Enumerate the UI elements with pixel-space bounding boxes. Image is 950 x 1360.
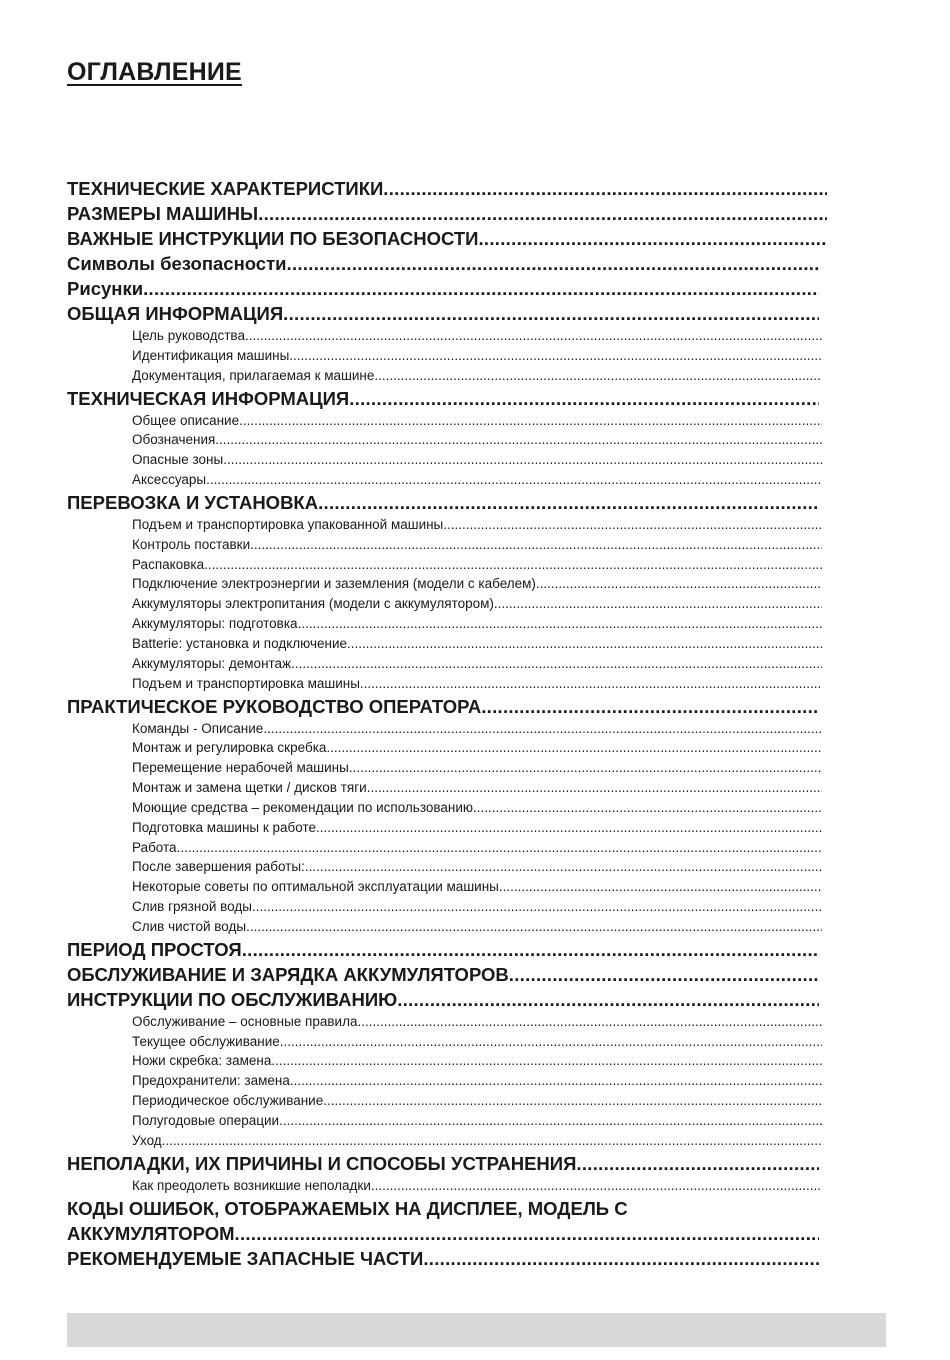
toc-section-battery-maintenance[interactable]: ОБСЛУЖИВАНИЕ И ЗАРЯДКА АККУМУЛЯТОРОВ ..... bbox=[67, 962, 819, 987]
toc-item[interactable]: Слив чистой воды ..... bbox=[67, 917, 822, 937]
toc-leader-dots bbox=[443, 515, 822, 535]
toc-leader-dots bbox=[323, 1091, 822, 1111]
toc-leader-dots bbox=[509, 962, 819, 987]
toc-leader-dots bbox=[576, 1151, 819, 1176]
toc-section-general-info[interactable]: ОБЩАЯ ИНФОРМАЦИЯ ..... bbox=[67, 301, 819, 326]
toc-item[interactable]: Подъем и транспортировка машины ..... bbox=[67, 674, 822, 694]
toc-leader-dots bbox=[258, 201, 827, 226]
toc-item[interactable]: Моющие средства – рекомендации по использованию ..... bbox=[67, 798, 822, 818]
toc-item[interactable]: После завершения работы: ..... bbox=[67, 857, 822, 877]
toc-section-safety-instructions[interactable]: ВАЖНЫЕ ИНСТРУКЦИИ ПО БЕЗОПАСНОСТИ ..... bbox=[67, 226, 827, 251]
toc-leader-dots bbox=[305, 857, 822, 877]
toc-section-downtime[interactable]: ПЕРИОД ПРОСТОЯ ..... bbox=[67, 937, 819, 962]
toc-section-transport-installation[interactable]: ПЕРЕВОЗКА И УСТАНОВКА ..... bbox=[67, 490, 819, 515]
toc-leader-dots bbox=[279, 1111, 822, 1131]
toc-leader-dots bbox=[250, 535, 822, 555]
toc-leader-dots bbox=[536, 574, 822, 594]
toc-leader-dots bbox=[246, 917, 822, 937]
toc-leader-dots bbox=[349, 758, 822, 778]
toc-leader-dots bbox=[481, 694, 819, 719]
toc-section-error-codes-line1[interactable]: КОДЫ ОШИБОК, ОТОБРАЖАЕМЫХ НА ДИСПЛЕЕ, МОДЕЛЬ С bbox=[67, 1197, 628, 1219]
toc-section-technical-specs[interactable]: ТЕХНИЧЕСКИЕ ХАРАКТЕРИСТИКИ ..... bbox=[67, 176, 827, 201]
toc-item[interactable]: Аксессуары ..... bbox=[67, 470, 822, 490]
toc-leader-dots bbox=[473, 798, 822, 818]
table-of-contents bbox=[67, 176, 827, 1271]
toc-leader-dots bbox=[478, 226, 827, 251]
toc-leader-dots bbox=[357, 1012, 822, 1032]
toc-leader-dots bbox=[397, 987, 819, 1012]
toc-leader-dots bbox=[298, 614, 822, 634]
page-title: ОГЛАВЛЕНИЕ bbox=[67, 58, 242, 86]
toc-item[interactable]: Команды - Описание ..... bbox=[67, 719, 822, 739]
toc-leader-dots bbox=[162, 1131, 822, 1151]
toc-leader-dots bbox=[374, 366, 822, 386]
toc-leader-dots bbox=[290, 1071, 822, 1091]
toc-section-troubleshooting[interactable]: НЕПОЛАДКИ, ИХ ПРИЧИНЫ И СПОСОБЫ УСТРАНЕНИЯ ..... bbox=[67, 1151, 819, 1176]
toc-leader-dots bbox=[245, 326, 822, 346]
toc-leader-dots bbox=[499, 877, 822, 897]
toc-section-error-codes-line2[interactable]: АККУМУЛЯТОРОМ ..... bbox=[67, 1221, 819, 1246]
toc-leader-dots bbox=[242, 937, 819, 962]
toc-item[interactable]: Полугодовые операции ..... bbox=[67, 1111, 822, 1131]
toc-leader-dots bbox=[367, 778, 822, 798]
toc-leader-dots bbox=[383, 176, 827, 201]
toc-section-safety-symbols[interactable]: Символы безопасности ..... bbox=[67, 251, 819, 276]
toc-item[interactable]: Подключение электроэнергии и заземления (модели с кабелем) ..... bbox=[67, 574, 822, 594]
toc-leader-dots bbox=[360, 674, 822, 694]
toc-item[interactable]: Аккумуляторы: демонтаж ..... bbox=[67, 654, 822, 674]
toc-item[interactable]: Опасные зоны ..... bbox=[67, 450, 822, 470]
toc-leader-dots bbox=[423, 1246, 819, 1271]
toc-leader-dots bbox=[318, 490, 819, 515]
toc-item[interactable]: Аккумуляторы: подготовка ..... bbox=[67, 614, 822, 634]
toc-section-figures[interactable]: Рисунки ..... bbox=[67, 276, 819, 301]
toc-leader-dots bbox=[287, 251, 819, 276]
toc-leader-dots bbox=[215, 430, 822, 450]
toc-leader-dots bbox=[206, 470, 822, 490]
toc-item[interactable]: Обозначения ..... bbox=[67, 430, 822, 450]
toc-leader-dots bbox=[371, 1176, 822, 1196]
toc-item[interactable]: Подготовка машины к работе ..... bbox=[67, 818, 822, 838]
toc-leader-dots bbox=[235, 1221, 819, 1246]
toc-leader-dots bbox=[347, 634, 822, 654]
toc-item[interactable]: Документация, прилагаемая к машине ..... bbox=[67, 366, 822, 386]
toc-item[interactable]: Batterie: установка и подключение ..... bbox=[67, 634, 822, 654]
toc-leader-dots bbox=[326, 738, 822, 758]
toc-item[interactable]: Работа ..... bbox=[67, 838, 822, 858]
toc-leader-dots bbox=[271, 1051, 822, 1071]
toc-leader-dots bbox=[204, 555, 822, 575]
toc-leader-dots bbox=[252, 897, 822, 917]
footer-bar bbox=[67, 1313, 886, 1347]
toc-item[interactable]: Ножи скребка: замена ..... bbox=[67, 1051, 822, 1071]
toc-item[interactable]: Аккумуляторы электропитания (модели с аккумулятором) ..... bbox=[67, 594, 822, 614]
toc-item[interactable]: Текущее обслуживание ..... bbox=[67, 1032, 822, 1052]
toc-leader-dots bbox=[223, 450, 822, 470]
toc-item[interactable]: Монтаж и регулировка скребка ..... bbox=[67, 738, 822, 758]
toc-item[interactable]: Как преодолеть возникшие неполадки ..... bbox=[67, 1176, 822, 1196]
toc-item[interactable]: Уход ..... bbox=[67, 1131, 822, 1151]
toc-leader-dots bbox=[177, 838, 822, 858]
toc-leader-dots bbox=[289, 346, 822, 366]
toc-item[interactable]: Перемещение нерабочей машины ..... bbox=[67, 758, 822, 778]
toc-item[interactable]: Идентификация машины ..... bbox=[67, 346, 822, 366]
toc-leader-dots bbox=[349, 386, 819, 411]
toc-leader-dots bbox=[143, 276, 819, 301]
toc-section-machine-dimensions[interactable]: РАЗМЕРЫ МАШИНЫ ..... bbox=[67, 201, 827, 226]
toc-item[interactable]: Общее описание ..... bbox=[67, 411, 822, 431]
toc-leader-dots bbox=[239, 411, 822, 431]
toc-item[interactable]: Контроль поставки ..... bbox=[67, 535, 822, 555]
toc-section-operator-guide[interactable]: ПРАКТИЧЕСКОЕ РУКОВОДСТВО ОПЕРАТОРА ..... bbox=[67, 694, 819, 719]
toc-leader-dots bbox=[283, 301, 819, 326]
toc-section-technical-info[interactable]: ТЕХНИЧЕСКАЯ ИНФОРМАЦИЯ ..... bbox=[67, 386, 819, 411]
toc-leader-dots bbox=[316, 818, 822, 838]
toc-section-spare-parts[interactable]: РЕКОМЕНДУЕМЫЕ ЗАПАСНЫЕ ЧАСТИ ..... bbox=[67, 1246, 819, 1271]
toc-item[interactable]: Некоторые советы по оптимальной эксплуатации машины ..... bbox=[67, 877, 822, 897]
toc-item[interactable]: Цель руководства ..... bbox=[67, 326, 822, 346]
toc-leader-dots bbox=[291, 654, 822, 674]
toc-leader-dots bbox=[494, 594, 822, 614]
toc-item[interactable]: Периодическое обслуживание ..... bbox=[67, 1091, 822, 1111]
toc-leader-dots bbox=[263, 719, 822, 739]
toc-section-maintenance-instructions[interactable]: ИНСТРУКЦИИ ПО ОБСЛУЖИВАНИЮ ..... bbox=[67, 987, 819, 1012]
toc-item[interactable]: Обслуживание – основные правила ..... bbox=[67, 1012, 822, 1032]
toc-item[interactable]: Слив грязной воды ..... bbox=[67, 897, 822, 917]
toc-leader-dots bbox=[280, 1032, 822, 1052]
toc-item[interactable]: Распаковка ..... bbox=[67, 555, 822, 575]
toc-item[interactable]: Подъем и транспортировка упакованной машины ..... bbox=[67, 515, 822, 535]
toc-item[interactable]: Предохранители: замена ..... bbox=[67, 1071, 822, 1091]
toc-item[interactable]: Монтаж и замена щетки / дисков тяги ..... bbox=[67, 778, 822, 798]
